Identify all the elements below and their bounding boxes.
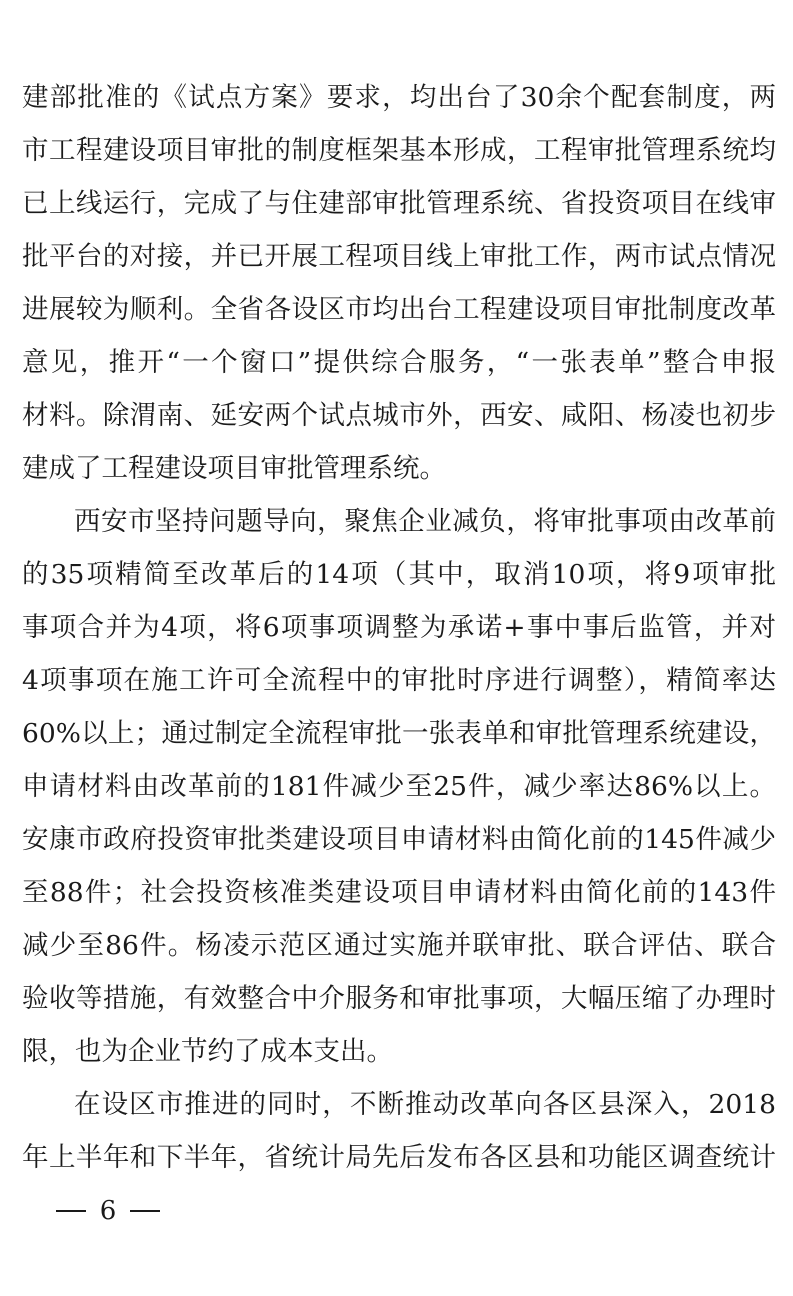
text-line: 至88件；社会投资核准类建设项目申请材料由简化前的143件 <box>22 877 776 908</box>
text-line: 市工程建设项目审批的制度框架基本形成，工程审批管理系统均 <box>22 135 776 166</box>
text-line: 年上半年和下半年，省统计局先后发布各区县和功能区调查统计 <box>22 1142 776 1173</box>
text-line: 的35项精简至改革后的14项（其中，取消10项，将9项审批 <box>22 559 776 590</box>
text-line: 西安市坚持问题导向，聚焦企业减负，将审批事项由改革前 <box>74 506 776 537</box>
text-line: 限，也为企业节约了成本支出。 <box>22 1036 393 1067</box>
text-line: 建成了工程建设项目审批管理系统。 <box>22 453 446 484</box>
text-line: 批平台的对接，并已开展工程项目线上审批工作，两市试点情况 <box>22 241 776 272</box>
text-line: 已上线运行，完成了与住建部审批管理系统、省投资项目在线审 <box>22 188 776 219</box>
dash-right <box>130 1210 160 1212</box>
text-line: 在设区市推进的同时，不断推动改革向各区县深入，2018 <box>74 1089 776 1120</box>
text-line: 建部批准的《试点方案》要求，均出台了30余个配套制度，两 <box>22 82 776 113</box>
text-line: 意见，推开“一个窗口”提供综合服务，“一张表单”整合申报 <box>22 347 776 378</box>
page-footer <box>56 1193 160 1229</box>
dash-left <box>56 1210 86 1212</box>
text-line: 安康市政府投资审批类建设项目申请材料由简化前的145件减少 <box>22 824 776 855</box>
text-line: 4项事项在施工许可全流程中的审批时序进行调整），精简率达 <box>22 665 776 696</box>
text-line: 验收等措施，有效整合中介服务和审批事项，大幅压缩了办理时 <box>22 983 776 1014</box>
text-line: 60%以上；通过制定全流程审批一张表单和审批管理系统建设， <box>22 718 776 749</box>
text-line: 进展较为顺利。全省各设区市均出台工程建设项目审批制度改革 <box>22 294 776 325</box>
text-line: 申请材料由改革前的181件减少至25件，减少率达86%以上。 <box>22 771 776 802</box>
text-line: 事项合并为4项，将6项事项调整为承诺+事中事后监管，并对 <box>22 612 776 643</box>
page-number: 6 <box>99 1196 117 1226</box>
text-line: 减少至86件。杨凌示范区通过实施并联审批、联合评估、联合 <box>22 930 776 961</box>
text-line: 材料。除渭南、延安两个试点城市外，西安、咸阳、杨凌也初步 <box>22 400 776 431</box>
